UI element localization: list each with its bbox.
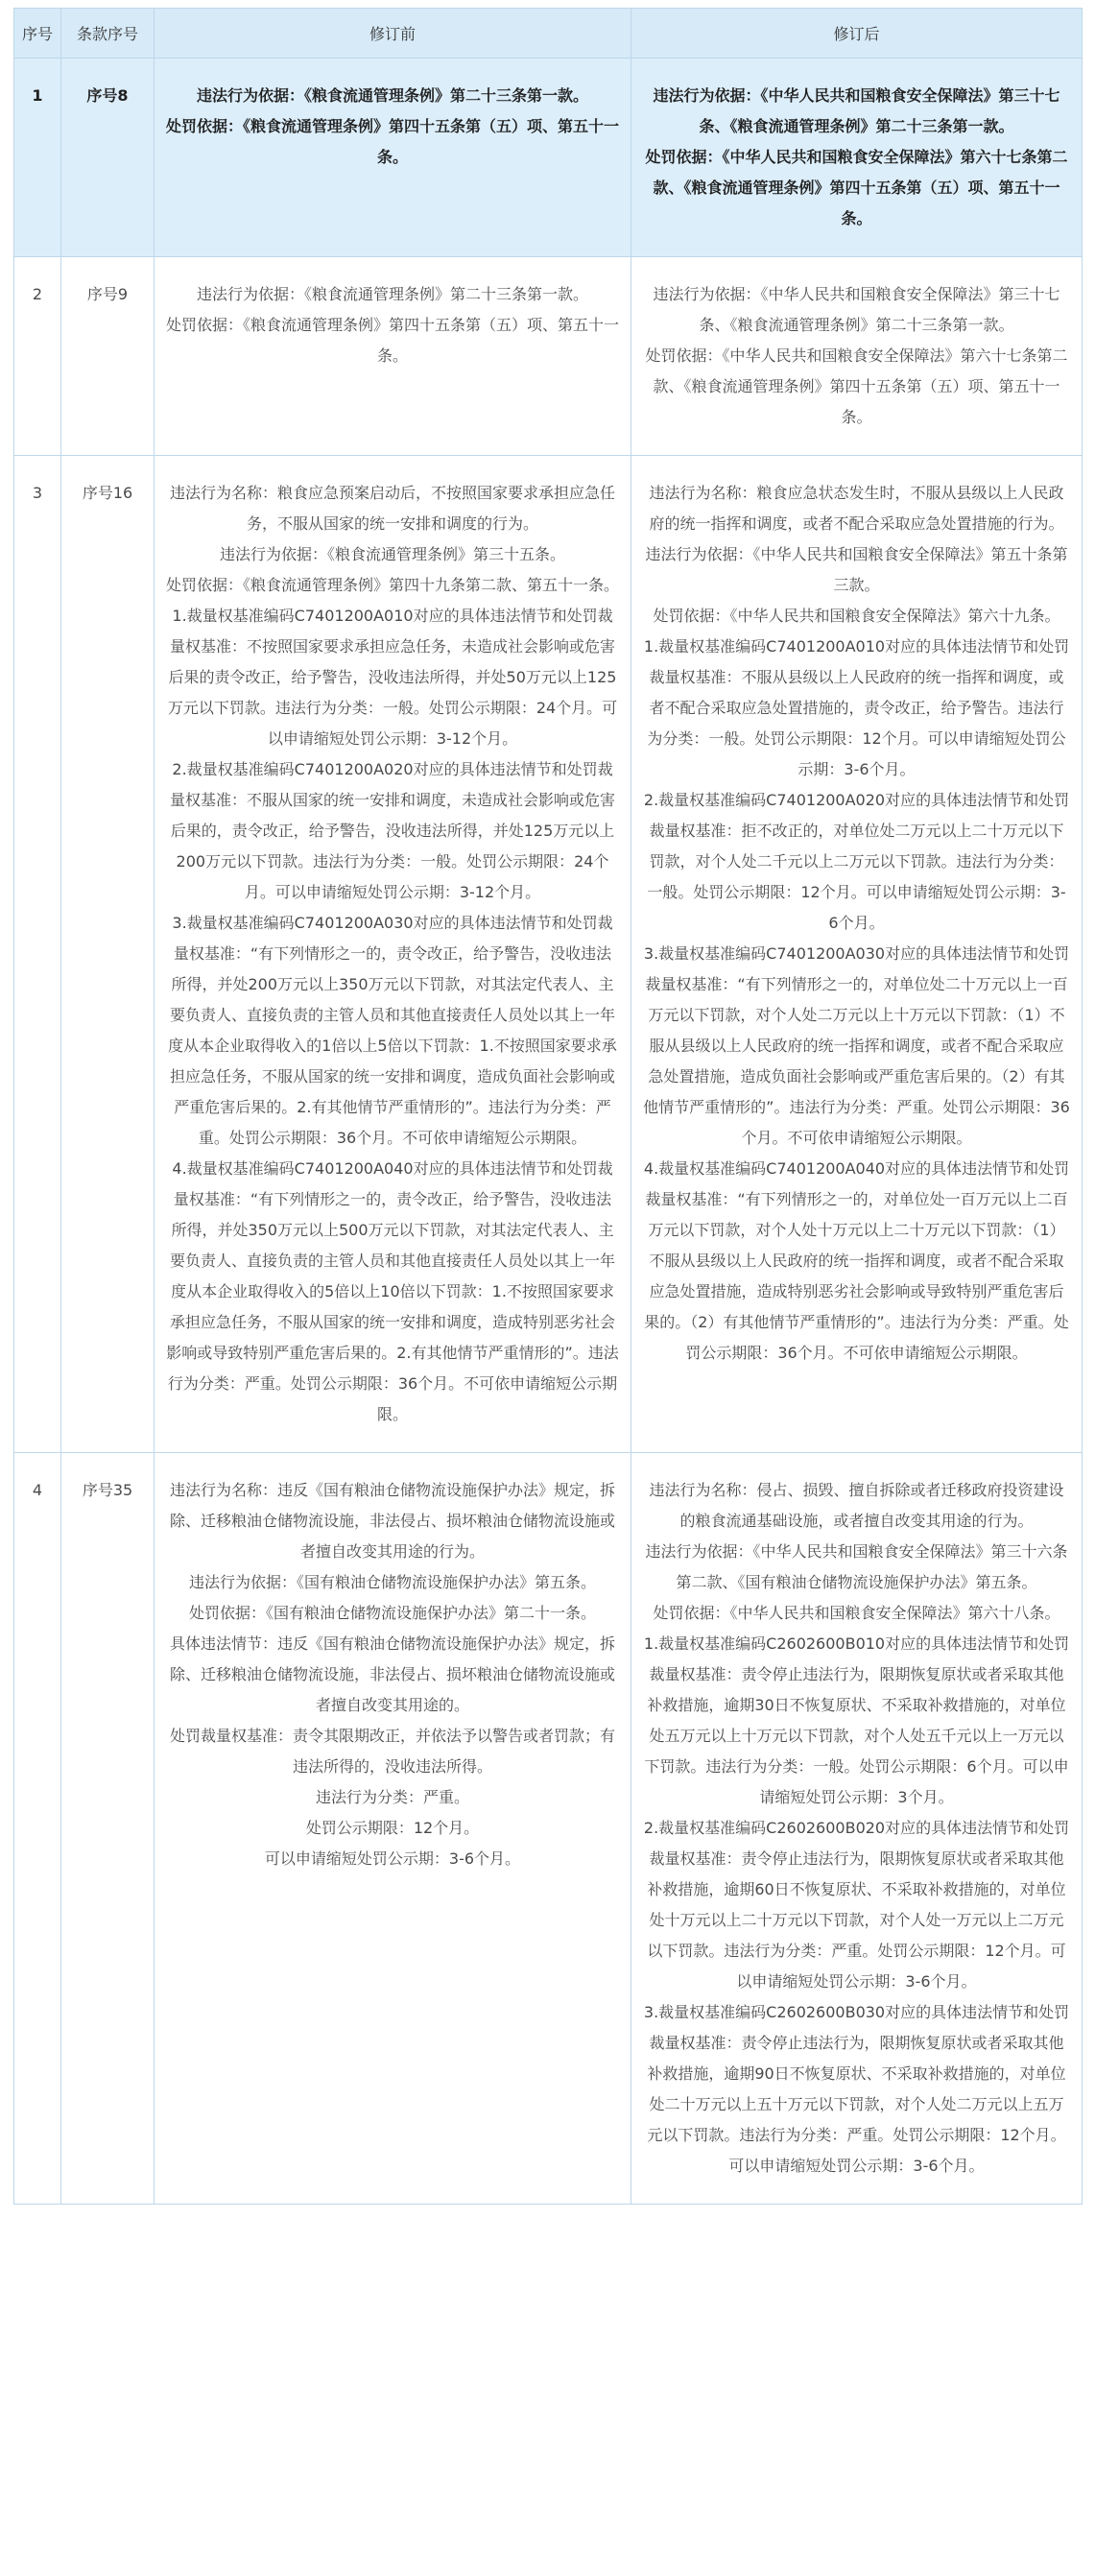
paragraph: 处罚依据：《粮食流通管理条例》第四十九条第二款、第五十一条。 — [166, 576, 620, 594]
row-after-text — [631, 59, 1083, 257]
paragraph: 4.裁量权基准编码C7401200A040对应的具体违法情节和处罚裁量权基准：“有下列情形之一的，责令改正，给予警告，没收违法所得，并处350万元以上500万元以下罚款，对其法定代表人、主要负责人、直接负责的主管人员和其他直接责任人员处以其上一年度从本企业取得收入的5倍以上10倍以下罚款：1.不按照国家要求承担应急任务，不服从国家的统一安排和调度，造成特别恶劣社会影响或导致特别严重危害后果的。2.有其他情节严重情形的”。违法行为分类：严重。处罚公示期限：36个月。不可依申请缩短公示期限。 — [166, 1159, 619, 1423]
paragraph: 1.裁量权基准编码C7401200A010对应的具体违法情节和处罚裁量权基准：不按照国家要求承担应急任务，未造成社会影响或危害后果的责令改正，给予警告，没收违法所得，并处50万元以上125万元以下罚款。违法行为分类：一般。处罚公示期限：24个月。可以申请缩短处罚公示期：3-12个月。 — [167, 607, 618, 748]
paragraph: 处罚依据：《中华人民共和国粮食安全保障法》第六十九条。 — [653, 607, 1060, 625]
paragraph: 处罚依据：《中华人民共和国粮食安全保障法》第六十七条第二款、《粮食流通管理条例》第四十五条第（五）项、第五十一条。 — [645, 148, 1068, 227]
row-clause: 序号9 — [61, 257, 155, 456]
row-before-text — [155, 257, 631, 456]
paragraph: 3.裁量权基准编码C7401200A030对应的具体违法情节和处罚裁量权基准：“有下列情形之一的，责令改正，给予警告，没收违法所得，并处200万元以上350万元以下罚款，对其法定代表人、主要负责人、直接负责的主管人员和其他直接责任人员处以其上一年度从本企业取得收入的1倍以上5倍以下罚款：1.不按照国家要求承担应急任务，不服从国家的统一安排和调度，造成负面社会影响或严重危害后果的。2.有其他情节严重情形的”。违法行为分类：严重。处罚公示期限：36个月。不可依申请缩短公示期限。 — [168, 914, 617, 1147]
table-body — [14, 59, 1083, 2205]
paragraph: 3.裁量权基准编码C2602600B030对应的具体违法情节和处罚裁量权基准：责令停止违法行为，限期恢复原状或者采取其他补救措施，逾期90日不恢复原状、不采取补救措施的，对单位处二十万元以上五十万元以下罚款，对个人处二万元以上五万元以下罚款。违法行为分类：严重。处罚公示期限：12个月。可以申请缩短处罚公示期：3-6个月。 — [643, 2003, 1070, 2175]
paragraph: 处罚依据：《中华人民共和国粮食安全保障法》第六十七条第二款、《粮食流通管理条例》第四十五条第（五）项、第五十一条。 — [645, 346, 1068, 426]
row-before-text — [155, 59, 631, 257]
row-before-text — [155, 1453, 631, 2205]
row-clause: 序号35 — [61, 1453, 155, 2205]
row-index: 3 — [14, 456, 61, 1453]
table-row — [14, 257, 1083, 456]
paragraph: 2.裁量权基准编码C2602600B020对应的具体违法情节和处罚裁量权基准：责令停止违法行为，限期恢复原状或者采取其他补救措施，逾期60日不恢复原状、不采取补救措施的，对单位处十万元以上二十万元以下罚款，对个人处一万元以上二万元以下罚款。违法行为分类：严重。处罚公示期限：12个月。可以申请缩短处罚公示期：3-6个月。 — [643, 1819, 1070, 1991]
col-header-after: 修订后 — [631, 9, 1083, 59]
paragraph: 违法行为依据：《国有粮油仓储物流设施保护办法》第五条。 — [188, 1573, 596, 1591]
col-header-before: 修订前 — [155, 9, 631, 59]
paragraph: 违法行为名称：违反《国有粮油仓储物流设施保护办法》规定，拆除、迁移粮油仓储物流设施，非法侵占、损坏粮油仓储物流设施或者擅自改变其用途的行为。 — [169, 1481, 615, 1561]
paragraph: 2.裁量权基准编码C7401200A020对应的具体违法情节和处罚裁量权基准：拒不改正的，对单位处二万元以上二十万元以下罚款，对个人处二千元以上二万元以下罚款。违法行为分类：一般。处罚公示期限：12个月。可以申请缩短处罚公示期：3-6个月。 — [643, 791, 1070, 932]
paragraph: 处罚依据：《粮食流通管理条例》第四十五条第（五）项、第五十一条。 — [166, 117, 620, 166]
row-index: 4 — [14, 1453, 61, 2205]
paragraph: 违法行为依据：《粮食流通管理条例》第三十五条。 — [219, 545, 565, 563]
paragraph: 违法行为依据：《粮食流通管理条例》第二十三条第一款。 — [196, 285, 588, 303]
paragraph: 违法行为依据：《中华人民共和国粮食安全保障法》第三十七条、《粮食流通管理条例》第二十三条第一款。 — [653, 285, 1060, 334]
row-index: 1 — [14, 59, 61, 257]
paragraph: 2.裁量权基准编码C7401200A020对应的具体违法情节和处罚裁量权基准：不服从国家的统一安排和调度，未造成社会影响或危害后果的，责令改正，给予警告，没收违法所得，并处125万元以上200万元以下罚款。违法行为分类：一般。处罚公示期限：24个月。可以申请缩短处罚公示期：3-12个月。 — [169, 760, 615, 901]
table-row — [14, 59, 1083, 257]
row-index: 2 — [14, 257, 61, 456]
header-row — [14, 9, 1083, 59]
paragraph: 处罚依据：《中华人民共和国粮食安全保障法》第六十八条。 — [653, 1604, 1060, 1622]
paragraph: 可以申请缩短处罚公示期：3-6个月。 — [264, 1849, 521, 1868]
paragraph: 违法行为依据：《中华人民共和国粮食安全保障法》第三十六条第二款、《国有粮油仓储物流设施保护办法》第五条。 — [645, 1542, 1068, 1591]
paragraph: 违法行为名称：粮食应急状态发生时，不服从县级以上人民政府的统一指挥和调度，或者不配合采取应急处置措施的行为。 — [649, 484, 1064, 533]
row-before-text — [155, 456, 631, 1453]
row-after-text — [631, 1453, 1083, 2205]
row-after-text — [631, 257, 1083, 456]
col-header-clause: 条款序号 — [61, 9, 155, 59]
table-row — [14, 456, 1083, 1453]
paragraph: 违法行为名称：侵占、损毁、擅自拆除或者迁移政府投资建设的粮食流通基础设施，或者擅自改变其用途的行为。 — [649, 1481, 1064, 1530]
col-header-index: 序号 — [14, 9, 61, 59]
row-after-text — [631, 456, 1083, 1453]
paragraph: 违法行为依据：《粮食流通管理条例》第二十三条第一款。 — [196, 86, 588, 105]
row-clause: 序号16 — [61, 456, 155, 1453]
paragraph: 违法行为依据：《中华人民共和国粮食安全保障法》第三十七条、《粮食流通管理条例》第二十三条第一款。 — [653, 86, 1060, 135]
paragraph: 具体违法情节：违反《国有粮油仓储物流设施保护办法》规定，拆除、迁移粮油仓储物流设施，非法侵占、损坏粮油仓储物流设施或者擅自改变其用途的。 — [169, 1634, 615, 1714]
paragraph: 处罚依据：《粮食流通管理条例》第四十五条第（五）项、第五十一条。 — [166, 316, 620, 365]
paragraph: 处罚公示期限：12个月。 — [305, 1819, 480, 1837]
paragraph: 1.裁量权基准编码C7401200A010对应的具体违法情节和处罚裁量权基准：不服从县级以上人民政府的统一指挥和调度，或者不配合采取应急处置措施的，责令改正，给予警告。违法行为分类：一般。处罚公示期限：12个月。可以申请缩短处罚公示期：3-6个月。 — [643, 637, 1070, 778]
paragraph: 处罚裁量权基准：责令其限期改正，并依法予以警告或者罚款；有违法所得的，没收违法所得。 — [169, 1727, 615, 1776]
row-clause: 序号8 — [61, 59, 155, 257]
paragraph: 1.裁量权基准编码C2602600B010对应的具体违法情节和处罚裁量权基准：责令停止违法行为，限期恢复原状或者采取其他补救措施，逾期30日不恢复原状、不采取补救措施的，对单位处五万元以上十万元以下罚款，对个人处五千元以上一万元以下罚款。违法行为分类：一般。处罚公示期限：6个月。可以申请缩短处罚公示期：3个月。 — [643, 1634, 1070, 1806]
revision-comparison-table — [13, 8, 1083, 2205]
paragraph: 违法行为名称：粮食应急预案启动后，不按照国家要求承担应急任务，不服从国家的统一安排和调度的行为。 — [169, 484, 615, 533]
paragraph: 4.裁量权基准编码C7401200A040对应的具体违法情节和处罚裁量权基准：“有下列情形之一的，对单位处一百万元以上二百万元以下罚款，对个人处十万元以上二十万元以下罚款：（1）不服从县级以上人民政府的统一指挥和调度，或者不配合采取应急处置措施，造成特别恶劣社会影响或导致特别严重危害后果的。（2）有其他情节严重情形的”。违法行为分类：严重。处罚公示期限：36个月。不可依申请缩短公示期限。 — [643, 1159, 1070, 1362]
paragraph: 处罚依据：《国有粮油仓储物流设施保护办法》第二十一条。 — [188, 1604, 596, 1622]
table-row — [14, 1453, 1083, 2205]
paragraph: 违法行为依据：《中华人民共和国粮食安全保障法》第五十条第三款。 — [645, 545, 1068, 594]
paragraph: 3.裁量权基准编码C7401200A030对应的具体违法情节和处罚裁量权基准：“有下列情形之一的，对单位处二十万元以上一百万元以下罚款，对个人处二万元以上十万元以下罚款：（1）不服从县级以上人民政府的统一指挥和调度，或者不配合采取应急处置措施，造成负面社会影响或严重危害后果的。（2）有其他情节严重情形的”。违法行为分类：严重。处罚公示期限：36个月。不可依申请缩短公示期限。 — [643, 944, 1070, 1147]
paragraph: 违法行为分类：严重。 — [315, 1788, 469, 1806]
